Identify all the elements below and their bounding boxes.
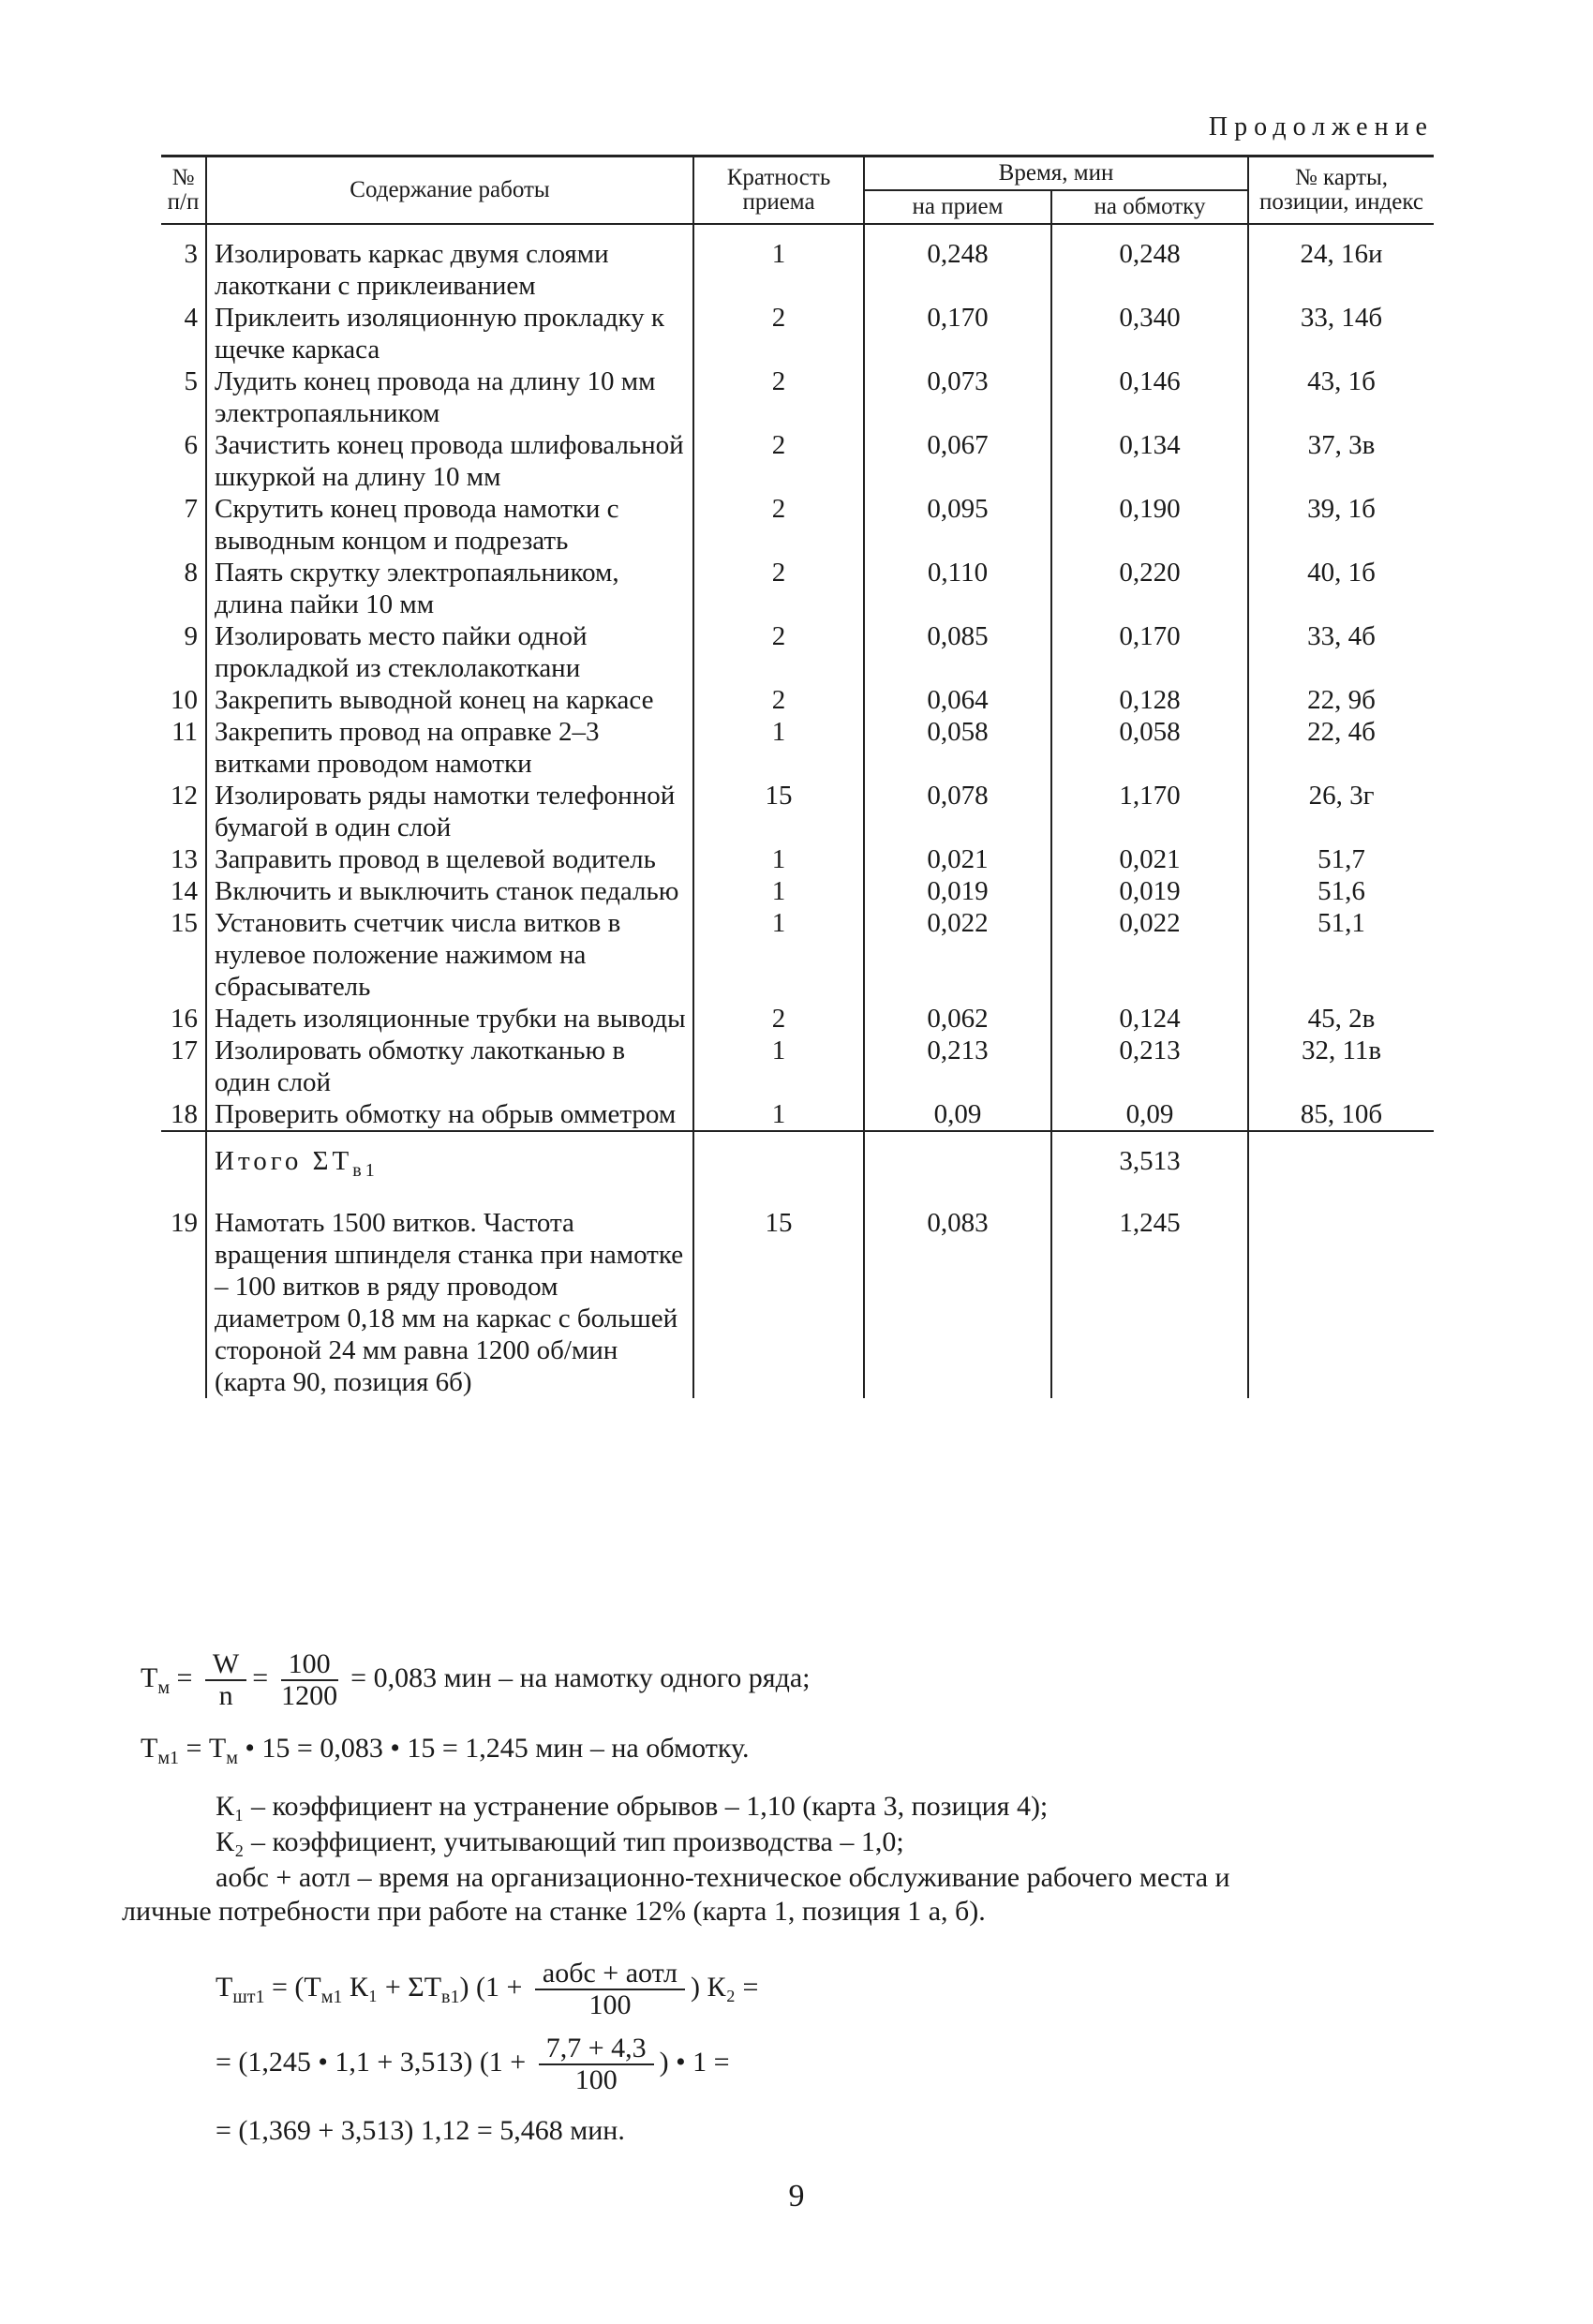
row-description: Скрутить конец провода намотки с выводным концом и подрезать	[206, 493, 693, 557]
row-number: 19	[171, 1207, 198, 1238]
col-header-content: Содержание работы	[206, 156, 693, 225]
row-time-step: 0,062	[864, 1003, 1051, 1035]
row-multiplicity: 2	[693, 302, 864, 365]
table-row	[161, 224, 1434, 302]
row-time-winding: 0,09	[1051, 1098, 1248, 1131]
row-time-step: 0,085	[864, 620, 1051, 684]
row-card-index: 43, 1б	[1248, 365, 1434, 429]
table-row	[161, 875, 1434, 907]
row-card-index: 51,6	[1248, 875, 1434, 907]
row-time-step: 0,073	[864, 365, 1051, 429]
table-row	[161, 493, 1434, 557]
total-row	[161, 1131, 1434, 1207]
a-description-line2: личные потребности при работе на станке 12% (карта 1, позиция 1 а, б).	[122, 1896, 986, 1927]
continued-label: Продолжение	[1208, 112, 1434, 142]
row-number: 7	[184, 494, 198, 524]
row-card-index: 32, 11в	[1248, 1035, 1434, 1098]
row-time-step: 0,022	[864, 907, 1051, 1003]
row-time-winding: 0,134	[1051, 429, 1248, 493]
row-description: Намотать 1500 витков. Частота вращения шпинделя станка при намотке – 100 витков в ряду проводом диаметром 0,18 мм на каркас с большей стороной 24 мм равна 1200 об/мин (карта 90, позиция 6б)	[206, 1207, 693, 1398]
tm-result: = 0,083 мин – на намотку одного ряда;	[350, 1661, 811, 1693]
row-number: 4	[184, 303, 198, 333]
row-time-winding: 0,058	[1051, 716, 1248, 780]
work-table	[161, 155, 1434, 1398]
fraction-100-1200: $\frac{100}{1200}$	[281, 1648, 338, 1711]
row-time-winding: 0,019	[1051, 875, 1248, 907]
row-multiplicity: 1	[693, 875, 864, 907]
table-row	[161, 1003, 1434, 1035]
row-multiplicity: 15	[693, 780, 864, 843]
row-description: Установить счетчик числа витков в нулевое положение нажимом на сбрасыватель	[206, 907, 693, 1003]
total-time-step	[864, 1131, 1051, 1207]
row-time-winding: 0,146	[1051, 365, 1248, 429]
row-time-winding: 1,170	[1051, 780, 1248, 843]
table-row	[161, 557, 1434, 620]
row-description: Заправить провод в щелевой водитель	[206, 843, 693, 875]
row-time-step: 0,019	[864, 875, 1051, 907]
col-header-time-winding: на обмотку	[1051, 190, 1248, 224]
row-number: 17	[171, 1035, 198, 1065]
row-multiplicity: 2	[693, 620, 864, 684]
page-number: 9	[788, 2179, 805, 2213]
row-multiplicity: 2	[693, 365, 864, 429]
row-multiplicity: 1	[693, 843, 864, 875]
row-multiplicity: 1	[693, 716, 864, 780]
table-row	[161, 1207, 1434, 1398]
row-card-index: 40, 1б	[1248, 557, 1434, 620]
row-card-index: 33, 4б	[1248, 620, 1434, 684]
tm-symbol: Т	[141, 1661, 158, 1693]
row-multiplicity: 1	[693, 1098, 864, 1131]
row-description: Надеть изоляционные трубки на выводы	[206, 1003, 693, 1035]
row-multiplicity: 2	[693, 1003, 864, 1035]
total-label	[206, 1131, 693, 1207]
formula-tm: $Т_м$ = $\frac{W}{n}$ = $\frac{100}{1200}$ = 0,083 мин – на намотку одного ряда;	[141, 1648, 811, 1711]
tm1-result: • 15 = 0,083 • 15 = 1,245 мин – на обмотку.	[237, 1733, 750, 1764]
row-multiplicity: 2	[693, 493, 864, 557]
row-description: Проверить обмотку на обрыв омметром	[206, 1098, 693, 1131]
row-multiplicity: 15	[693, 1207, 864, 1398]
total-num	[161, 1131, 206, 1207]
total-card	[1248, 1131, 1434, 1207]
row-time-winding: 0,124	[1051, 1003, 1248, 1035]
row-description: Закрепить провод на оправке 2–3 витками проводом намотки	[206, 716, 693, 780]
row-description: Изолировать каркас двумя слоями лакоткани с приклеиванием	[206, 224, 693, 302]
row-number: 11	[171, 717, 198, 747]
row-card-index: 45, 2в	[1248, 1003, 1434, 1035]
total-value: 3,513	[1051, 1131, 1248, 1207]
row-description: Изолировать место пайки одной прокладкой из стеклолакоткани	[206, 620, 693, 684]
row-number: 13	[171, 844, 198, 874]
row-description: Изолировать обмотку лакотканью в один слой	[206, 1035, 693, 1098]
row-description: Зачистить конец провода шлифовальной шкуркой на длину 10 мм	[206, 429, 693, 493]
row-description: Приклеить изоляционную прокладку к щечке каркаса	[206, 302, 693, 365]
row-time-step: 0,064	[864, 684, 1051, 716]
col-header-multiplicity: Кратность приема	[693, 156, 864, 225]
formula-tsht: $Т_{шт1} = (Т_{м1}$ $К_1 + \Sigma Т_{в1}$) (1 + $\frac{\text{aобс + aотл}}{100}$ ) К₂ =	[216, 1958, 759, 2020]
row-time-winding: 0,220	[1051, 557, 1248, 620]
row-number: 9	[184, 621, 198, 651]
table-row	[161, 620, 1434, 684]
row-card-index: 33, 14б	[1248, 302, 1434, 365]
row-description: Паять скрутку электропаяльником, длина пайки 10 мм	[206, 557, 693, 620]
table-body	[161, 224, 1434, 1398]
row-number: 12	[171, 781, 198, 811]
row-description: Изолировать ряды намотки телефонной бумагой в один слой	[206, 780, 693, 843]
row-card-index: 85, 10б	[1248, 1098, 1434, 1131]
row-time-step: 0,067	[864, 429, 1051, 493]
row-time-winding: 0,213	[1051, 1035, 1248, 1098]
formula-line2: = (1,245 • 1,1 + 3,513) (1 + $\frac{7,7 + 4,3}{100}$ ) • 1 =	[216, 2033, 730, 2095]
row-time-winding: 0,021	[1051, 843, 1248, 875]
row-description: Лудить конец провода на длину 10 мм электропаяльником	[206, 365, 693, 429]
table-row	[161, 716, 1434, 780]
row-time-step: 0,078	[864, 780, 1051, 843]
row-multiplicity: 2	[693, 557, 864, 620]
row-card-index	[1248, 1207, 1434, 1398]
row-time-step: 0,170	[864, 302, 1051, 365]
row-time-step: 0,083	[864, 1207, 1051, 1398]
row-number: 5	[184, 366, 198, 396]
table-row	[161, 429, 1434, 493]
fraction-12-100: $\frac{7,7 + 4,3}{100}$	[539, 2034, 654, 2095]
row-multiplicity: 1	[693, 224, 864, 302]
row-number: 16	[171, 1004, 198, 1034]
row-card-index: 37, 3в	[1248, 429, 1434, 493]
row-time-winding: 0,022	[1051, 907, 1248, 1003]
row-time-winding: 0,190	[1051, 493, 1248, 557]
row-description: Закрепить выводной конец на каркасе	[206, 684, 693, 716]
table-row	[161, 302, 1434, 365]
total-mult	[693, 1131, 864, 1207]
row-time-step: 0,248	[864, 224, 1051, 302]
row-time-step: 0,095	[864, 493, 1051, 557]
col-header-card: № карты, позиции, индекс	[1248, 156, 1434, 225]
row-number: 3	[184, 239, 198, 269]
col-header-num: № п/п	[161, 156, 206, 225]
row-description: Включить и выключить станок педалью	[206, 875, 693, 907]
row-time-winding: 1,245	[1051, 1207, 1248, 1398]
row-time-step: 0,021	[864, 843, 1051, 875]
row-card-index: 24, 16и	[1248, 224, 1434, 302]
total-label-sub: в1	[352, 1159, 379, 1181]
formula-tm1: $Т_{м1} = Т_м$ • 15 = 0,083 • 15 = 1,245 мин – на обмотку.	[141, 1733, 750, 1768]
row-number: 6	[184, 430, 198, 460]
row-card-index: 22, 4б	[1248, 716, 1434, 780]
row-multiplicity: 2	[693, 684, 864, 716]
row-multiplicity: 2	[693, 429, 864, 493]
row-card-index: 51,1	[1248, 907, 1434, 1003]
row-time-winding: 0,248	[1051, 224, 1248, 302]
table-row	[161, 843, 1434, 875]
row-number: 8	[184, 558, 198, 588]
table-row	[161, 684, 1434, 716]
row-multiplicity: 1	[693, 907, 864, 1003]
col-header-time-step: на прием	[864, 190, 1051, 224]
formula-line3: = (1,369 + 3,513) 1,12 = 5,468 мин.	[216, 2115, 625, 2146]
table-row	[161, 365, 1434, 429]
row-number: 18	[171, 1099, 198, 1129]
table-row	[161, 1035, 1434, 1098]
row-time-winding: 0,128	[1051, 684, 1248, 716]
fraction-w-n: $\frac{W}{n}$	[205, 1649, 246, 1711]
coefficient-k1: К₁ – коэффициент на устранение обрывов – 1,10 (карта 3, позиция 4);	[216, 1791, 1049, 1822]
a-description-line1: aобс + aотл – время на организационно-техническое обслуживание рабочего места и	[216, 1862, 1230, 1893]
row-card-index: 51,7	[1248, 843, 1434, 875]
table-row	[161, 1098, 1434, 1131]
fraction-a-100: $\frac{\text{aобс + aотл}}{100}$	[535, 1959, 685, 2020]
row-number: 14	[171, 876, 198, 906]
row-number: 15	[171, 908, 198, 938]
row-time-step: 0,09	[864, 1098, 1051, 1131]
row-card-index: 22, 9б	[1248, 684, 1434, 716]
row-time-winding: 0,170	[1051, 620, 1248, 684]
table-row	[161, 780, 1434, 843]
tm-symbol-sub: м	[157, 1676, 170, 1698]
row-time-step: 0,058	[864, 716, 1051, 780]
col-header-time: Время, мин	[864, 156, 1248, 191]
row-time-step: 0,213	[864, 1035, 1051, 1098]
row-card-index: 26, 3г	[1248, 780, 1434, 843]
row-card-index: 39, 1б	[1248, 493, 1434, 557]
row-multiplicity: 1	[693, 1035, 864, 1098]
table-row	[161, 907, 1434, 1003]
row-number: 10	[171, 685, 198, 715]
row-time-winding: 0,340	[1051, 302, 1248, 365]
coefficient-k2: К₂ – коэффициент, учитывающий тип производства – 1,0;	[216, 1826, 904, 1857]
total-label-text: Итого ΣТ	[215, 1146, 353, 1176]
row-time-step: 0,110	[864, 557, 1051, 620]
